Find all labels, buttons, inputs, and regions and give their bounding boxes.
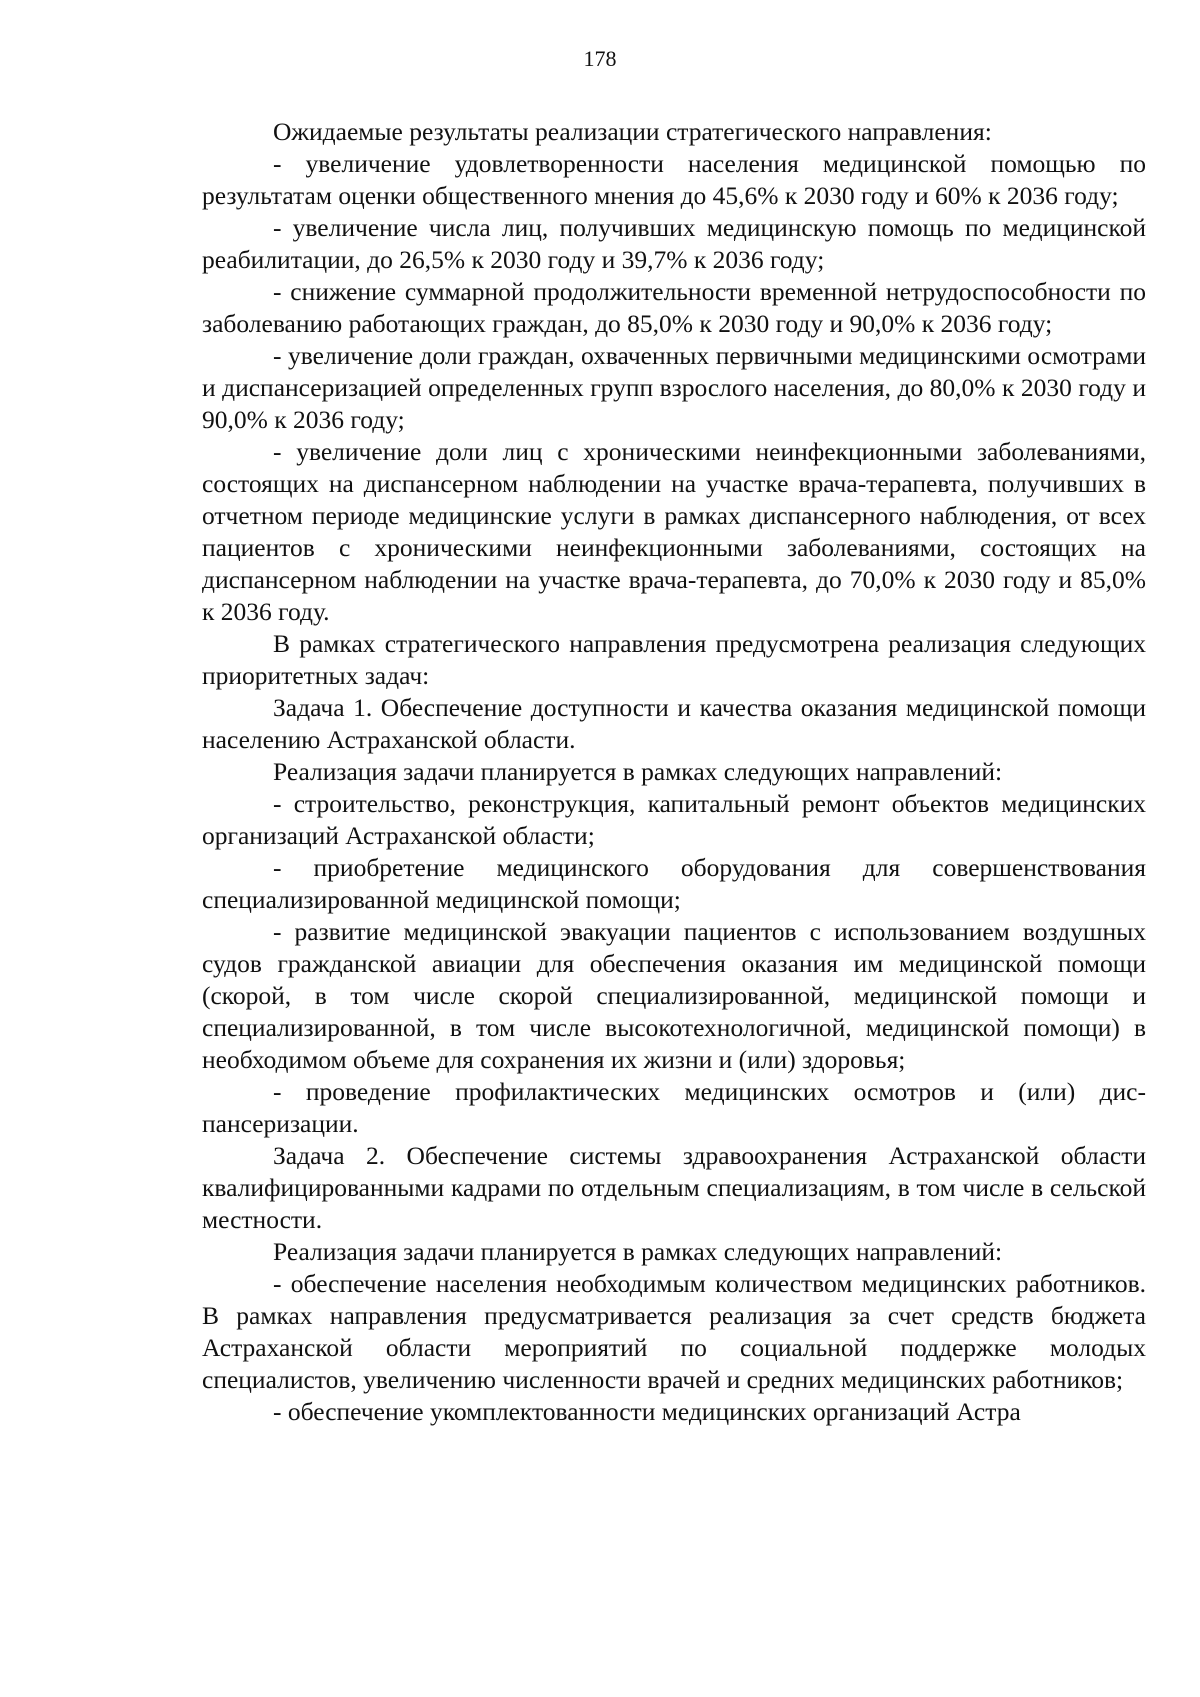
- paragraph-chronic-diseases-item: - увеличение доли лиц с хроническими неинфекционными заболеваниями, состоящих на диспансерном наблюдении на участке врача-терапевта, получивших в отчетном периоде медицинские услуги в рамках диспансерного наблюдения, от всех пациентов с хроническими неинфекционными заболеваниями, состоящих на диспансерном наблюдении на участке врача-терапевта, до 70,0% к 2030 году и 85,0% к 2036 году.: [202, 437, 1146, 626]
- paragraph-task-2-directions-intro: Реализация задачи планируется в рамках следующих направлений:: [273, 1237, 1003, 1266]
- document-body: [202, 116, 1146, 1428]
- paragraph-disability-item: - снижение суммарной продолжительности временной нетрудоспособности по заболеванию работающих граждан, до 85,0% к 2030 году и 90,0% к 2036 году;: [202, 277, 1146, 338]
- paragraph-preventive-checkups-item: - проведение профилактических медицинских осмотров и (или) диспансеризации.: [202, 1077, 1146, 1138]
- paragraph-staffing-item: - обеспечение населения необходимым количеством медицинских работников. В рамках направления предусматривается реализация за счет средств бюджета Астраханской области мероприятий по социальной поддержке молодых специалистов, увеличению численности врачей и средних медицинских работников;: [202, 1269, 1146, 1394]
- paragraph-task-1-directions-intro: Реализация задачи планируется в рамках следующих направлений:: [273, 757, 1003, 786]
- paragraph-staffing-completeness-item: - обеспечение укомплектованности медицинских организаций Астра: [273, 1397, 1021, 1426]
- paragraph-task-1: Задача 1. Обеспечение доступности и качества оказания медицинской помощи населению Астраханской области.: [202, 693, 1146, 754]
- paragraph-satisfaction-item: - увеличение удовлетворенности населения медицинской помощью по результатам оценки общественного мнения до 45,6% к 2030 году и 60% к 2036 году;: [202, 149, 1146, 210]
- page-number: 178: [583, 46, 617, 71]
- paragraph-priority-tasks-intro: В рамках стратегического направления предусмотрена реализация следующих приоритетных задач:: [202, 629, 1146, 690]
- paragraph-air-evacuation-item: - развитие медицинской эвакуации пациентов с использованием воздушных судов гражданской авиации для обеспечения оказания им медицинской помощи (скорой, в том числе скорой специализированной, медицинской помощи и специализированной, в том числе высокотехнологичной, медицинской помощи) в необходимом объеме для сохранения их жизни и (или) здоровья;: [202, 917, 1146, 1074]
- paragraph-construction-item: - строительство, реконструкция, капитальный ремонт объектов медицинских организаций Астраханской области;: [202, 789, 1146, 850]
- paragraph-task-2: Задача 2. Обеспечение системы здравоохранения Астраханской области квалифицированными кадрами по отдельным специализациям, в том числе в сельской местности.: [202, 1141, 1146, 1234]
- paragraph-checkups-item: - увеличение доли граждан, охваченных первичными медицинскими осмотрами и диспансеризацией определенных групп взрослого населения, до 80,0% к 2030 году и 90,0% к 2036 году;: [202, 341, 1146, 434]
- paragraph-expected-results-heading: Ожидаемые результаты реализации стратегического направления:: [273, 117, 992, 146]
- paragraph-equipment-item: - приобретение медицинского оборудования для совершенствования специализированной медицинской помощи;: [202, 853, 1146, 914]
- paragraph-rehabilitation-item: - увеличение числа лиц, получивших медицинскую помощь по медицинской реабилитации, до 26,5% к 2030 году и 39,7% к 2036 году;: [202, 213, 1146, 274]
